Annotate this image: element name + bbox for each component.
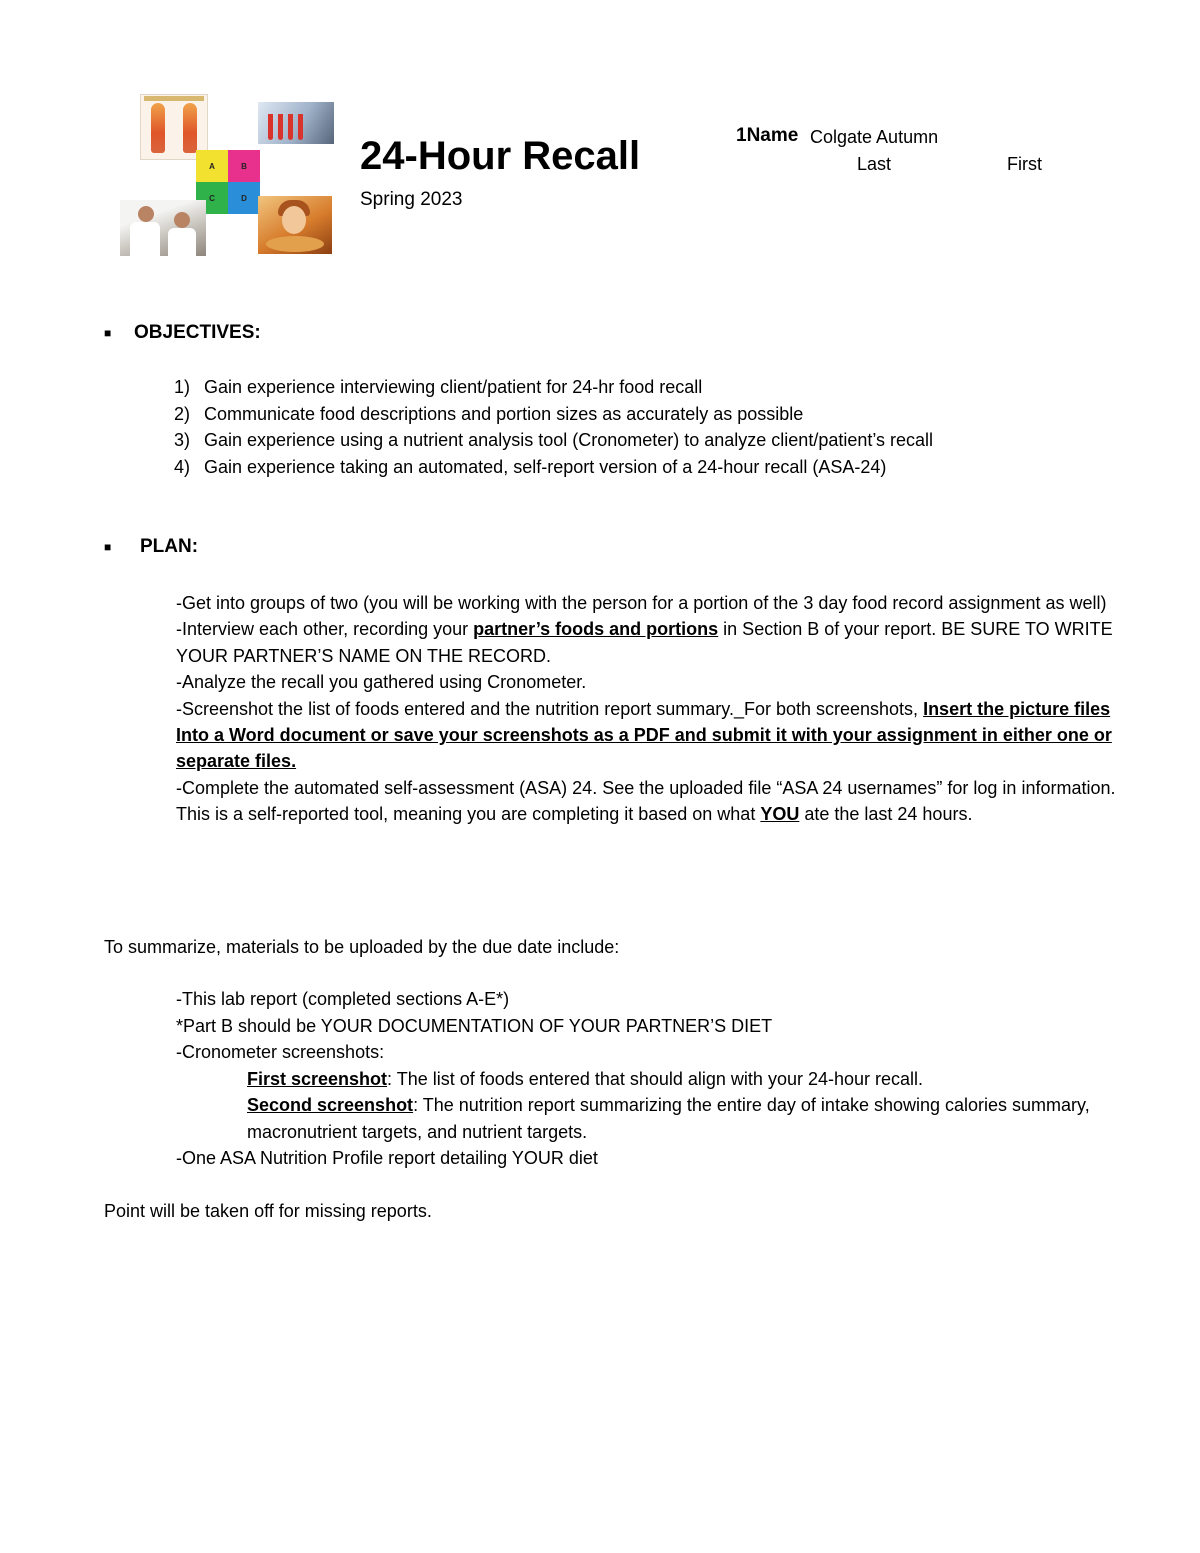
plan-step-interview: -Interview each other, recording your partner’s foods and portions in Section B of your report. BE SURE TO WRITE YOUR PARTNER’S NAME ON THE RECORD. [176,619,1113,666]
name-value: Colgate Autumn [810,127,939,147]
list-item: 4) Gain experience taking an automated, self-report version of a 24-hour recall (ASA-24) [174,456,887,477]
lab-test-tubes-image [258,102,334,144]
plan-step-asa24: -Complete the automated self-assessment (ASA) 24. See the uploaded file “ASA 24 usernames” for log in information. This is a self-reported tool, meaning you are completing it based on what YOU ate the last 24 hours. [176,777,1116,825]
list-item: 1) Gain experience interviewing client/patient for 24-hr food recall [174,377,703,397]
header-image-collage [118,92,338,258]
term-label: Spring 2023 [360,189,463,210]
puzzle-pieces-image: A B C D [196,150,260,214]
plan-heading [104,535,198,559]
square-bullet-icon: ■ [104,326,112,340]
doctor-patient-image [120,200,206,256]
plan-instructions [176,590,1136,828]
objectives-heading-text: OBJECTIVES: [134,322,261,343]
list-item: -This lab report (completed sections A-E*) [176,989,510,1009]
plan-step-screenshot: -Screenshot the list of foods entered and the nutrition report summary._For both screenshots, Insert the picture files Into a Word document or save your screenshots as a PDF and submit it with your assignment in either one or separate files. [176,698,1112,772]
child-eating-image [258,196,332,254]
objectives-heading [104,321,261,345]
plan-heading-text: PLAN: [140,536,199,557]
list-item: Second screenshot: The nutrition report summarizing the entire day of intake showing calories summary, macronutrient targets, and nutrient targets. [247,1095,1090,1142]
emphasis-text: partner’s foods and portions [473,619,719,640]
list-item: *Part B should be YOUR DOCUMENTATION OF YOUR PARTNER’S DIET [176,1015,773,1036]
footer-note: Point will be taken off for missing reports. [104,1201,432,1221]
plan-step-analyze: -Analyze the recall you gathered using Cronometer. [176,672,587,693]
list-item: First screenshot: The list of foods entered that should align with your 24-hour recall. [247,1068,924,1089]
last-name-caption: Last [857,154,892,174]
list-item: -Cronometer screenshots: [176,1042,385,1062]
list-item: 3) Gain experience using a nutrient analysis tool (Cronometer) to analyze client/patient’s recall [174,430,934,450]
list-item: -One ASA Nutrition Profile report detailing YOUR diet [176,1148,598,1168]
list-item: 2) Communicate food descriptions and portion sizes as accurately as possible [174,403,804,424]
plan-step-groups: -Get into groups of two (you will be working with the person for a portion of the 3 day food record assignment as well) [176,593,1107,613]
emphasis-text: YOU [760,804,800,825]
emphasis-text: Insert the picture files Into a Word document or save your screenshots as a PDF and submit it with your assignment in either one or separate files. [176,698,1112,772]
square-bullet-icon: ■ [104,540,112,554]
name-label: 1Name [736,125,799,146]
summary-materials-list [176,986,1136,1172]
first-name-caption: First [1007,154,1042,174]
objectives-list [174,374,1134,480]
summary-intro: To summarize, materials to be uploaded by the due date include: [104,937,620,957]
document-title: 24-Hour Recall [360,134,641,178]
